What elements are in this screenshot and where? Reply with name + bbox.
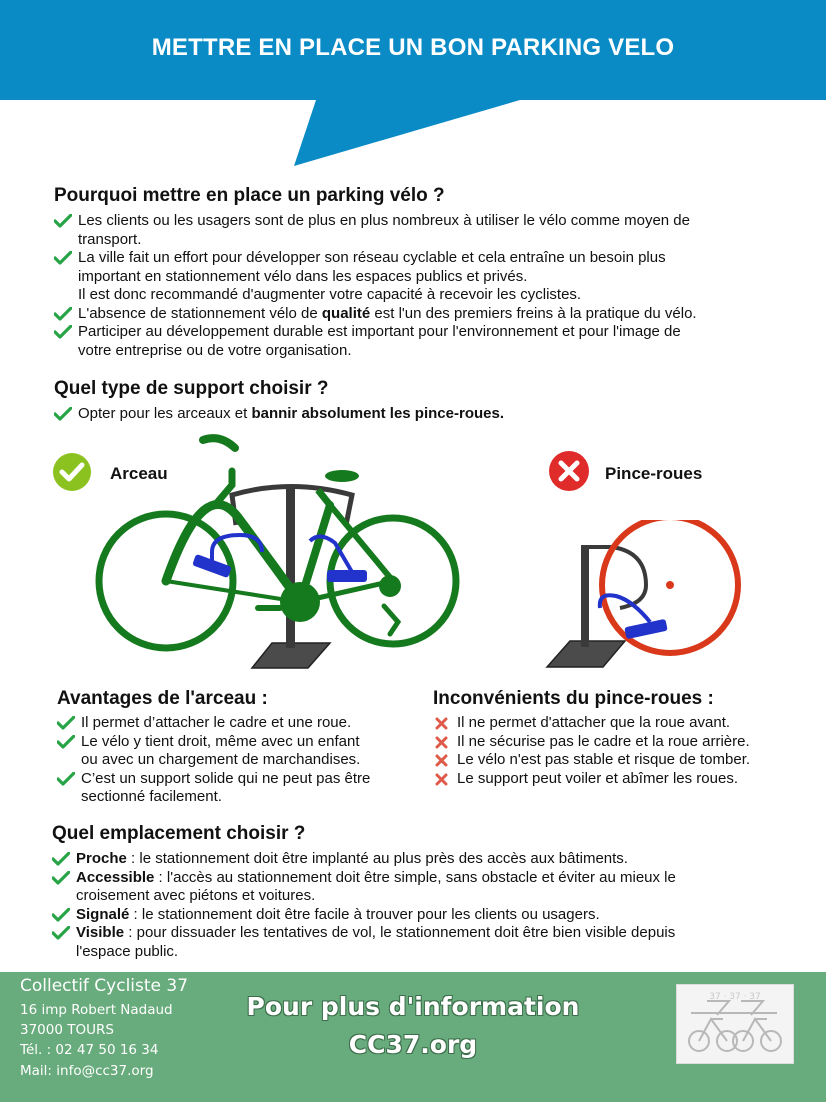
footer-mail[interactable]: Mail: info@cc37.org xyxy=(20,1063,154,1079)
list-item xyxy=(52,924,802,961)
why-list xyxy=(54,212,794,360)
list-item xyxy=(57,770,417,807)
list-item xyxy=(54,249,794,305)
bike-seatpost xyxy=(215,471,232,505)
location-list xyxy=(52,850,802,961)
list-item-text: : le stationnement doit être implanté au plus près des accès aux bâtiments. xyxy=(126,850,628,867)
support-list xyxy=(54,405,794,424)
list-item-bold: Proche xyxy=(76,850,127,867)
list-item-line: Participer au développement durable est important pour l'environnement et pour l'image de xyxy=(78,323,681,340)
pince-post xyxy=(581,545,589,647)
svg-text:37 · 37 · 37: 37 · 37 · 37 xyxy=(709,992,761,1002)
list-item-bold: qualité xyxy=(321,304,371,322)
footer-address-street: 16 imp Robert Nadaud xyxy=(20,1002,173,1018)
cc37-logo xyxy=(676,984,794,1064)
list-item-line: croisement avec piétons et voitures. xyxy=(76,887,316,904)
pince-wheel-clamp xyxy=(589,547,646,608)
check-icon xyxy=(54,325,72,339)
pince-roues-illustration xyxy=(540,520,750,670)
footer-phone: Tél. : 02 47 50 16 34 xyxy=(20,1042,159,1058)
footer-website-link[interactable]: CC37.org xyxy=(348,1030,478,1059)
check-icon xyxy=(54,251,72,265)
advantages-list xyxy=(57,714,417,807)
list-item xyxy=(433,751,813,770)
bike-chainring xyxy=(280,582,320,622)
arceau-post xyxy=(286,488,295,648)
page-title: METTRE EN PLACE UN BON PARKING VELO xyxy=(151,34,675,61)
support-title: Quel type de support choisir ? xyxy=(54,378,329,399)
list-item-text: est l'un des premiers freins à la pratique du vélo. xyxy=(370,304,697,322)
drawbacks-list xyxy=(433,714,813,788)
drawbacks-title: Inconvénients du pince-roues : xyxy=(433,688,714,709)
footer xyxy=(0,972,826,1102)
list-item-line: Il est donc recommandé d'augmenter votre capacité à recevoir les cyclistes. xyxy=(78,286,582,303)
bikes-logo-icon xyxy=(677,985,793,1063)
list-item-line: Le vélo y tient droit, même avec un enfant xyxy=(81,732,360,750)
pince-label: Pince-roues xyxy=(605,464,703,483)
list-item-line: transport. xyxy=(78,230,142,248)
list-item xyxy=(52,869,802,906)
check-icon xyxy=(54,307,72,321)
list-item-text: : le stationnement doit être facile à trouver pour les clients ou usagers. xyxy=(129,905,600,923)
list-item-line: La ville fait un effort pour développer son réseau cyclable et cela entraîne un besoin plus xyxy=(78,249,666,266)
list-item xyxy=(54,405,794,424)
list-item-text: Le support peut voiler et abîmer les roues. xyxy=(457,769,738,787)
cross-icon xyxy=(435,717,448,730)
list-item-bold: Visible xyxy=(76,924,125,941)
list-item-line: sectionné facilement. xyxy=(81,788,222,805)
list-item xyxy=(52,906,802,925)
list-item-text: : pour dissuader les tentatives de vol, le stationnement doit être bien visible depuis xyxy=(124,924,676,941)
footer-org-name: Collectif Cycliste 37 xyxy=(20,976,189,996)
check-icon xyxy=(52,852,70,866)
list-item-line: votre entreprise ou de votre organisation. xyxy=(78,341,352,359)
check-badge-icon xyxy=(52,452,92,492)
cross-icon xyxy=(435,773,448,786)
list-item xyxy=(433,770,813,789)
cross-badge-icon xyxy=(548,450,590,492)
list-item-text: : l'accès au stationnement doit être simple, sans obstacle et éviter au mieux le xyxy=(154,868,676,886)
check-icon xyxy=(57,735,75,749)
arceau-label: Arceau xyxy=(110,464,168,483)
location-title: Quel emplacement choisir ? xyxy=(52,823,306,844)
list-item-line: ou avec un chargement de marchandises. xyxy=(81,751,361,768)
advantages-title: Avantages de l'arceau : xyxy=(57,688,268,709)
header-banner-tail xyxy=(0,0,826,170)
check-icon xyxy=(57,772,75,786)
cross-icon xyxy=(435,754,448,767)
check-icon xyxy=(54,214,72,228)
list-item-text: L'absence de stationnement vélo de xyxy=(78,304,322,322)
list-item-text: Le vélo n'est pas stable et risque de tomber. xyxy=(457,751,751,768)
list-item xyxy=(433,733,813,752)
list-item xyxy=(54,305,794,324)
list-item xyxy=(57,733,417,770)
footer-address-city: 37000 TOURS xyxy=(20,1022,114,1038)
check-icon xyxy=(54,407,72,421)
list-item xyxy=(54,212,794,249)
footer-info-heading: Pour plus d'information xyxy=(246,992,580,1021)
list-item xyxy=(57,714,417,733)
list-item-text: Il ne sécurise pas le cadre et la roue arrière. xyxy=(457,732,750,750)
list-item-bold: Accessible xyxy=(76,868,155,886)
list-item-text: Il ne permet d'attacher que la roue avant. xyxy=(457,714,731,731)
list-item-line: important en stationnement vélo dans les espaces publics et privés. xyxy=(78,267,528,285)
list-item-bold: Signalé xyxy=(76,905,130,923)
list-item xyxy=(52,850,802,869)
list-item-line: C’est un support solide qui ne peut pas être xyxy=(81,769,371,787)
list-item-line: Les clients ou les usagers sont de plus en plus nombreux à utiliser le vélo comme moyen de xyxy=(78,212,690,229)
cross-icon xyxy=(435,736,448,749)
bike-handle xyxy=(325,470,359,482)
list-item-line: l'espace public. xyxy=(76,942,179,960)
check-icon xyxy=(57,716,75,730)
check-icon xyxy=(52,908,70,922)
list-item-text: Opter pour les arceaux et xyxy=(78,405,252,422)
bike-saddle xyxy=(203,438,235,448)
why-title: Pourquoi mettre en place un parking vélo ? xyxy=(54,185,445,206)
check-icon xyxy=(52,871,70,885)
list-item xyxy=(54,323,794,360)
list-item xyxy=(433,714,813,733)
check-icon xyxy=(52,926,70,940)
bike-arceau-illustration xyxy=(90,428,470,673)
list-item-bold: bannir absolument les pince-roues. xyxy=(251,405,504,422)
list-item-line: Il permet d’attacher le cadre et une roue. xyxy=(81,714,352,731)
